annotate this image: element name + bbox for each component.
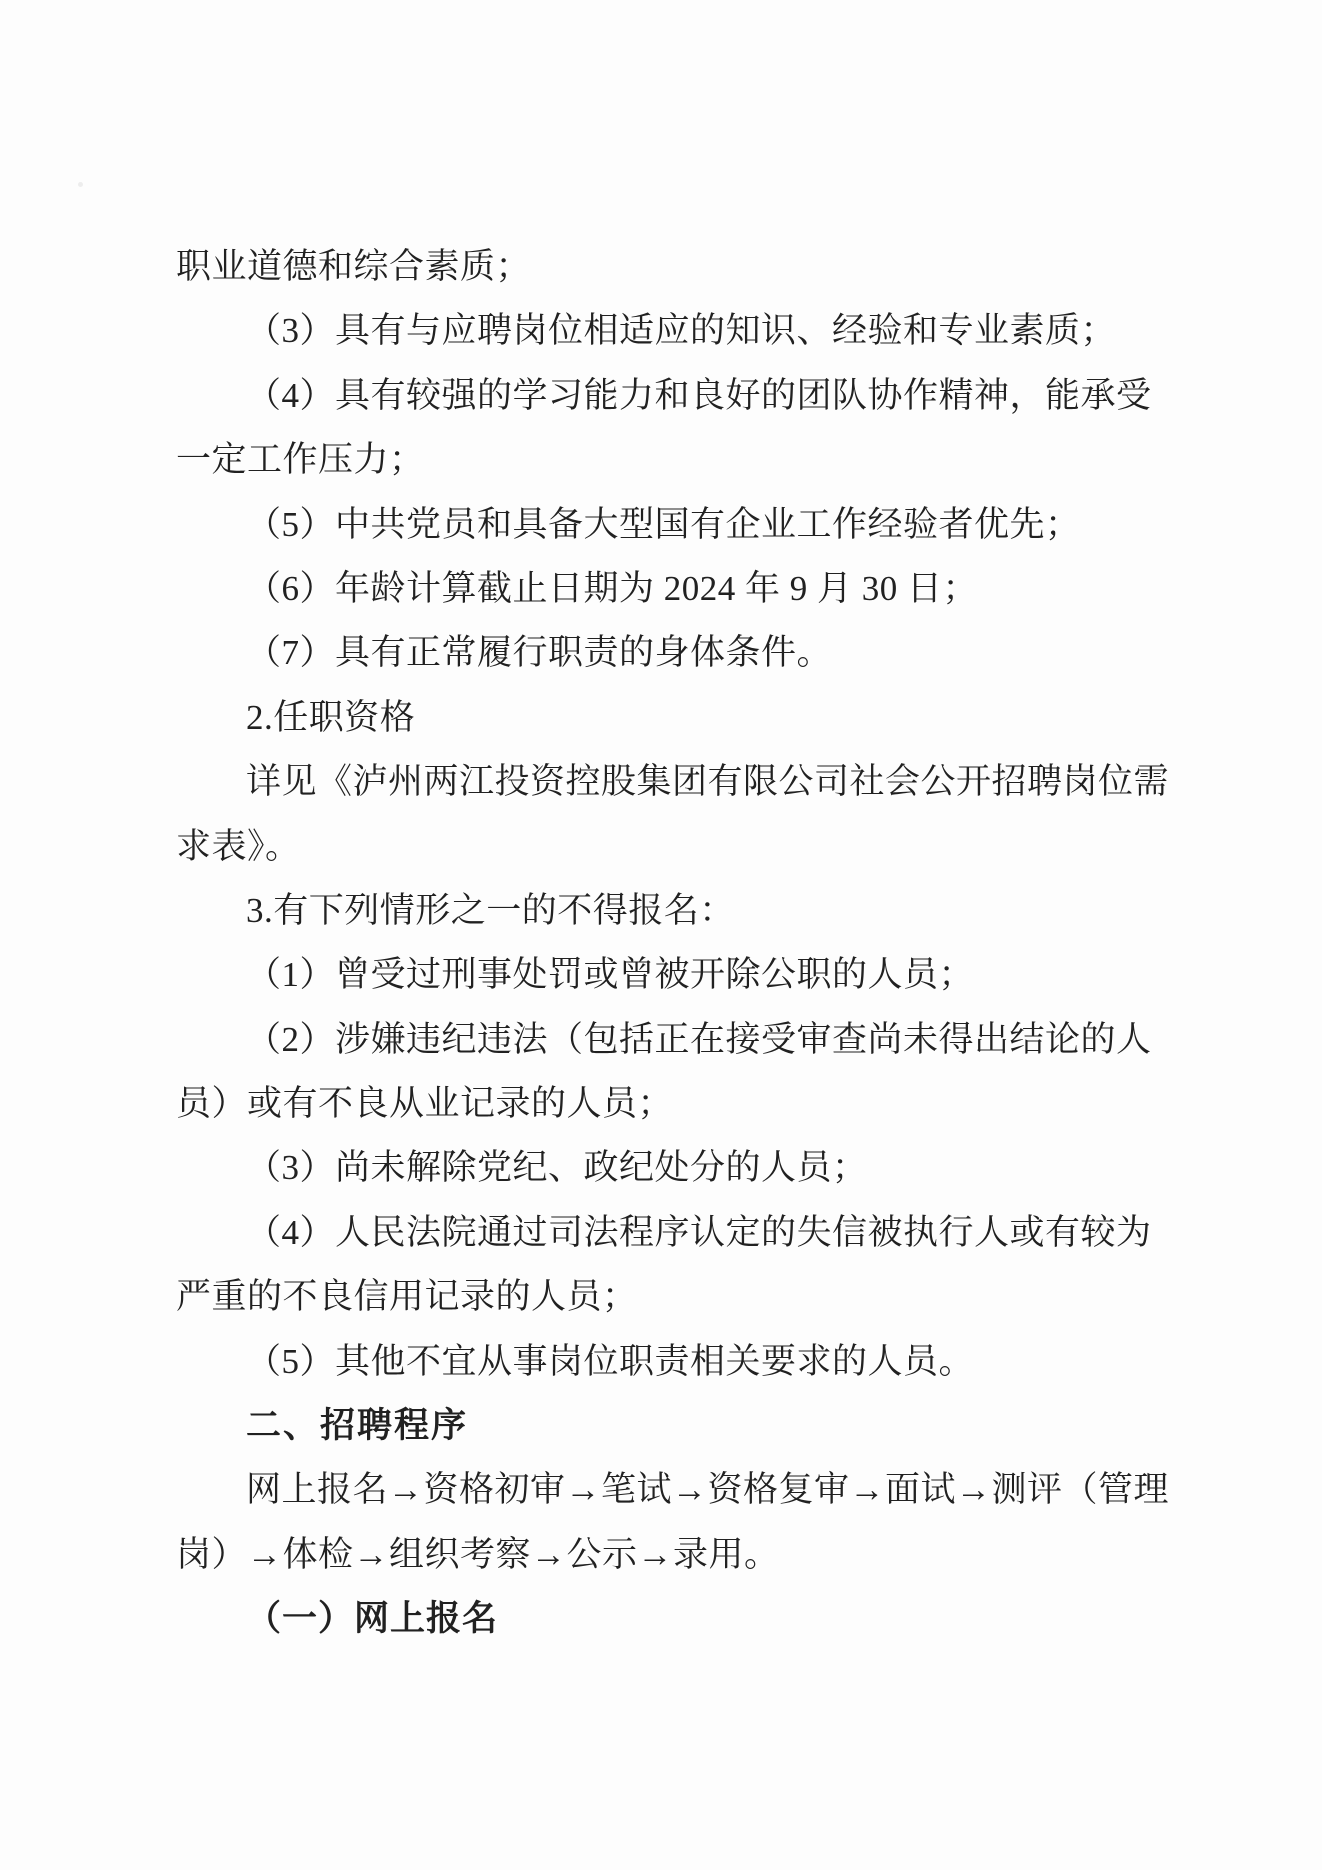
body-text-line: （5）其他不宜从事岗位职责相关要求的人员。 xyxy=(246,1341,975,1381)
body-text-line: （6）年龄计算截止日期为 2024 年 9 月 30 日； xyxy=(246,568,979,608)
body-text-line-procedure-flow-continued: 岗）→体检→组织考察→公示→录用。 xyxy=(176,1534,780,1574)
body-text-line: （4）人民法院通过司法程序认定的失信被执行人或有较为 xyxy=(246,1212,1152,1252)
body-text-line: （5）中共党员和具备大型国有企业工作经验者优先； xyxy=(246,504,1081,544)
body-text-line: 员）或有不良从业记录的人员； xyxy=(176,1084,674,1124)
body-text-line: 一定工作压力； xyxy=(176,440,425,480)
body-text-line: （4）具有较强的学习能力和良好的团队协作精神，能承受 xyxy=(246,375,1152,415)
subsection-heading-online-registration: （一）网上报名 xyxy=(246,1599,499,1639)
body-text-line: 详见《泸州两江投资控股集团有限公司社会公开招聘岗位需 xyxy=(246,762,1170,802)
body-text-line: （7）具有正常履行职责的身体条件。 xyxy=(246,633,833,673)
body-text-line: （3）尚未解除党纪、政纪处分的人员； xyxy=(246,1148,868,1188)
body-text-line: 严重的不良信用记录的人员； xyxy=(176,1277,638,1317)
section-heading-recruitment-procedure: 二、招聘程序 xyxy=(246,1406,469,1446)
body-text-line-procedure-flow: 网上报名→资格初审→笔试→资格复审→面试→测评（管理 xyxy=(246,1470,1170,1510)
body-text-line: （2）涉嫌违纪违法（包括正在接受审查尚未得出结论的人 xyxy=(246,1019,1152,1059)
list-item-disqualification-heading: 3.有下列情形之一的不得报名： xyxy=(246,890,735,930)
document-text-column xyxy=(176,235,1171,1652)
body-text-line: 求表》。 xyxy=(176,826,301,866)
scan-artifact-dot xyxy=(78,182,83,187)
body-text-line: 职业道德和综合素质； xyxy=(176,247,532,286)
body-text-line: （3）具有与应聘岗位相适应的知识、经验和专业素质； xyxy=(246,311,1117,351)
body-text-line: （1）曾受过刑事处罚或曾被开除公职的人员； xyxy=(246,955,975,995)
list-item-qualification-heading: 2.任职资格 xyxy=(246,697,416,737)
